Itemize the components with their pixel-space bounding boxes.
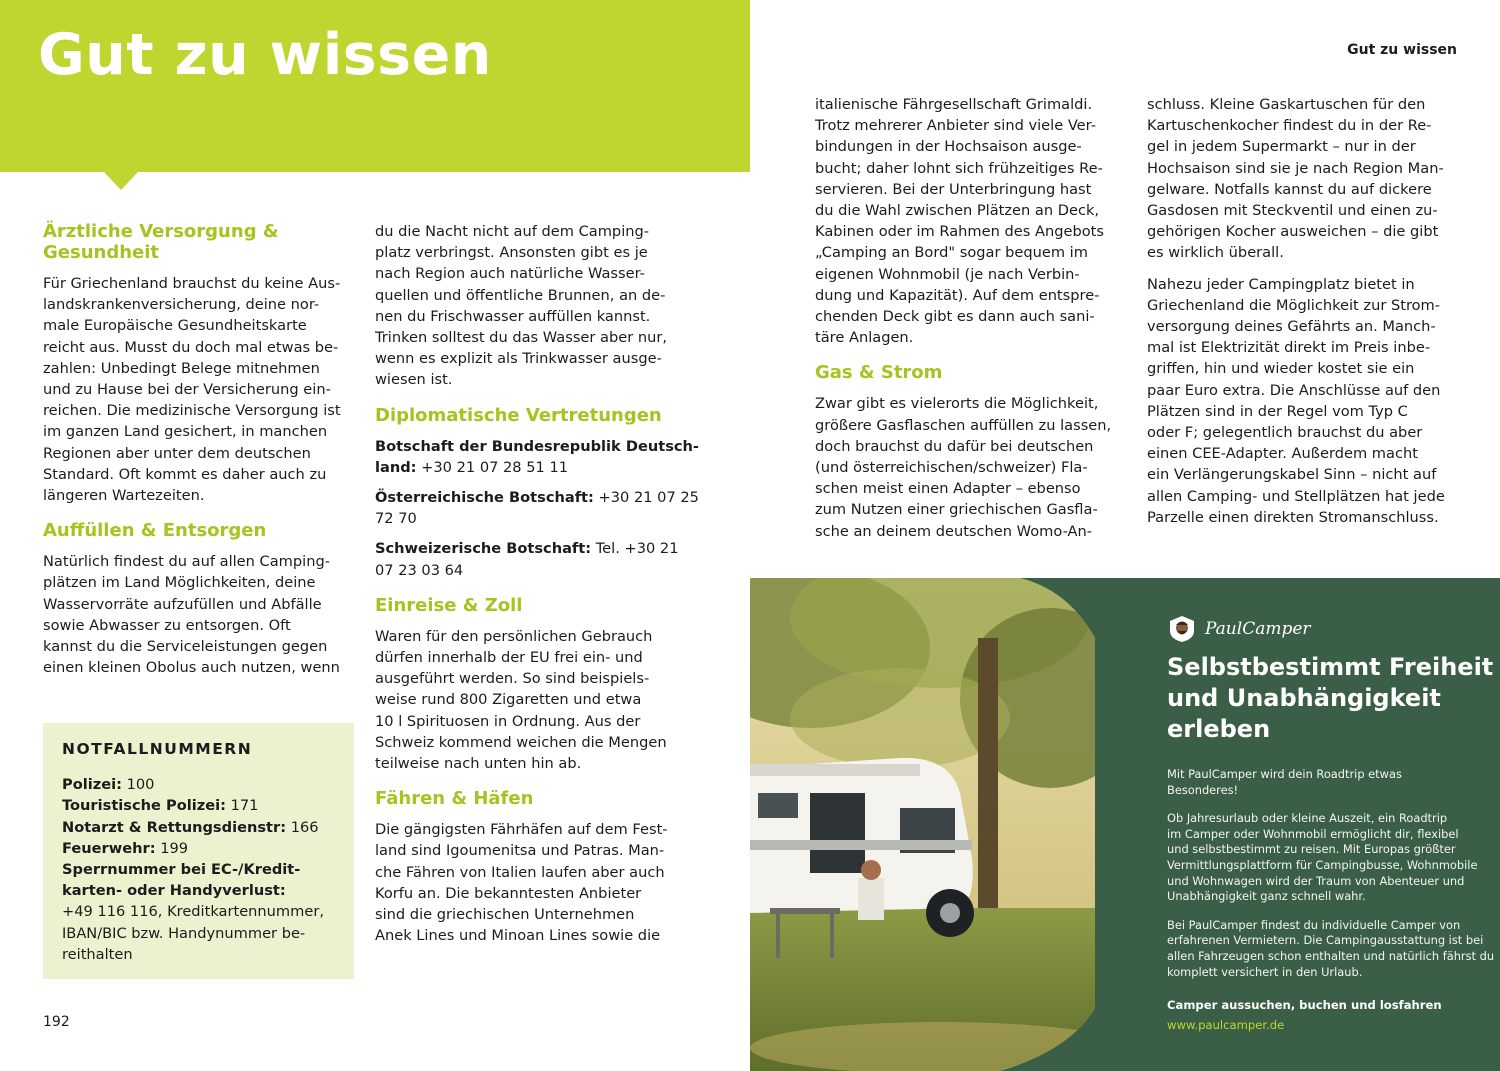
column-3 xyxy=(815,94,1133,552)
emergency-tourist-police: Touristische Polizei: 171 xyxy=(62,797,259,815)
heading-diplomatic: Diplomatische Vertretungen xyxy=(375,404,662,426)
emergency-police: Polizei: 100 xyxy=(62,776,155,794)
emergency-card-block: Sperrnummer bei EC-/Kredit- karten- oder Handyverlust: +49 116 116, Kreditkartennummer, IBAN/BIC bzw. Handynummer be- reithalten xyxy=(62,861,324,963)
ad-copy xyxy=(1167,614,1495,1033)
paragraph-medical: Für Griechenland brauchst du keine Aus- landskrankenversicherung, deine nor- male Europäische Gesundheitskarte reicht aus. Musst du doch mal etwas be- zahlen: Unbedingt Belege mitnehmen und zu Hause bei der Versicherung ein- reichen. Die medizinische Versorgung ist im ganzen Land gesichert, in manchen Regionen aber unter dem deutschen Standard. Oft kommt es daher auch zu längeren Wartezeiten. xyxy=(43,275,341,505)
page-number: 192 xyxy=(43,1014,70,1030)
paragraph-refill-cont: du die Nacht nicht auf dem Camping- platz verbringst. Ansonsten gibt es je nach Region auch natürliche Wasser- quellen und öffentliche Brunnen, an de- nen du Frischwasser auffüllen kannst. Trinken solltest du das Wasser aber nur, wenn es explizit als Trinkwasser ausge- wiesen ist. xyxy=(375,223,668,389)
heading-ferries: Fähren & Häfen xyxy=(375,788,534,810)
embassy-switzerland: Schweizerische Botschaft: Tel. +30 21 07 23 03 64 xyxy=(375,540,679,579)
column-2 xyxy=(375,221,699,956)
ad-website-link[interactable]: www.paulcamper.de xyxy=(1167,1018,1285,1033)
embassy-austria: Österreichische Botschaft: +30 21 07 25 72 70 xyxy=(375,489,699,528)
emergency-title: NOTFALLNUMMERN xyxy=(62,740,253,758)
column-1 xyxy=(43,221,361,688)
paragraph-power: Nahezu jeder Campingplatz bietet in Griechenland die Möglichkeit zur Strom- versorgung deines Gefährts an. Manch- mal ist Elektrizität direkt im Preis inbe- griffen, hin und wieder kostet sie ein paar Euro extra. Die Anschlüsse auf den Plätzen sind in der Regel vom Typ C oder F; gelegentlich brauchst du aber einen CEE-Adapter. Außerdem macht ein Verlängerungskabel Sinn – nicht auf allen Camping- und Stellplätzen hat jede Parzelle einen direkten Stromanschluss. xyxy=(1147,275,1445,526)
camper-photo xyxy=(750,578,1130,1071)
paragraph-gas-cont: schluss. Kleine Gaskartuschen für den Kartuschenkocher findest du in der Re- gel in jedem Supermarkt – nur in der Hochsaison sind sie je nach Region Man- gelware. Notfalls kannst du auf dickere Gasdosen mit Steckventil und einen zu- gehörigen Kocher ausweichen – die gibt es wirklich überall. xyxy=(1147,96,1444,262)
running-head: Gut zu wissen xyxy=(1347,42,1457,58)
ad-paragraph-2: Bei PaulCamper findest du individuelle Camper von erfahrenen Vermietern. Die Campingausstattung ist bei allen Fahrzeugen schon enthalten und natürlich fährst du komplett versichert in den Urlaub. xyxy=(1167,917,1495,979)
paragraph-ferries-cont: italienische Fährgesellschaft Grimaldi. Trotz mehrerer Anbieter sind viele Ver- bindungen in der Hochsaison ausge- bucht; daher lohnt sich frühzeitiges Re- servieren. Bei der Unterbringung hast du die Wahl zwischen Plätzen an Deck, Kabinen oder im Rahmen des Angebots „Camping an Bord" sogar bequem im eigenen Wohnmobil (je nach Verbin- dung und Kapazität). Auf dem entspre- chenden Deck gibt es dann auch sani- täre Anlagen. xyxy=(815,96,1104,347)
column-4 xyxy=(1147,94,1465,538)
ad-call-to-action: Camper aussuchen, buchen und losfahren xyxy=(1167,998,1442,1013)
heading-refill: Auffüllen & Entsorgen xyxy=(43,520,267,542)
heading-gas-power: Gas & Strom xyxy=(815,362,943,384)
paulcamper-logo xyxy=(1167,614,1467,644)
emergency-ambulance: Notarzt & Rettungsdienstr: 166 xyxy=(62,818,319,836)
ad-intro: Mit PaulCamper wird dein Roadtrip etwas Besonderes! xyxy=(1167,767,1402,797)
ad-brand-name: PaulCamper xyxy=(1205,619,1311,639)
paragraph-gas: Zwar gibt es vielerorts die Möglichkeit, größere Gasflaschen auffüllen zu lassen, doch brauchst du dafür bei deutschen (und österreichischen/schweizer) Fla- schen meist einen Adapter – ebenso zum Nutzen einer griechischen Gasfla- sche an deinem deutschen Womo-An- xyxy=(815,395,1112,540)
paulcamper-badge-icon xyxy=(1167,614,1197,644)
heading-medical: Ärztliche Versorgung & Gesundheit xyxy=(43,221,279,263)
ad-paragraph-1: Ob Jahresurlaub oder kleine Auszeit, ein Roadtrip im Camper oder Wohnmobil ermöglicht dir, flexibel und selbstbestimmt zu reisen. Mit Europas größter Vermittlungsplattform für Campingbusse, Wohnmobile und Wohnwagen wird der Traum von Abenteuer und Unabhängigkeit ganz schnell wahr. xyxy=(1167,811,1478,904)
embassy-germany: Botschaft der Bundesrepublik Deutsch- land: +30 21 07 28 51 11 xyxy=(375,437,699,476)
paulcamper-ad xyxy=(750,578,1500,1071)
header-notch xyxy=(104,172,138,190)
emergency-fire: Feuerwehr: 199 xyxy=(62,839,189,857)
paragraph-ferries: Die gängigsten Fährhäfen auf dem Fest- land sind Igoumenitsa und Patras. Man- che Fähren von Italien laufen aber auch Korfu an. Die bekanntesten Anbieter sind die griechischen Unternehmen Anek Lines und Minoan Lines sowie die xyxy=(375,821,668,945)
heading-entry-customs: Einreise & Zoll xyxy=(375,594,523,616)
paragraph-entry-customs: Waren für den persönlichen Gebrauch dürfen innerhalb der EU frei ein- und ausgeführt werden. So sind beispiels- weise rund 800 Zigaretten und etwa 10 l Spirituosen in Ordnung. Aus der Schweiz kommend weichen die Mengen teilweise nach unten hin ab. xyxy=(375,627,667,773)
paragraph-refill: Natürlich findest du auf allen Camping- plätzen im Land Möglichkeiten, deine Wasservorräte aufzufüllen und Abfälle sowie Abwasser zu entsorgen. Oft kannst du die Serviceleistungen gegen einen kleinen Obolus auch nutzen, wenn xyxy=(43,553,340,677)
ad-headline: Selbstbestimmt Freiheit und Unabhängigkeit erleben xyxy=(1167,653,1494,743)
page-title: Gut zu wissen xyxy=(38,22,492,88)
emergency-numbers-box xyxy=(43,723,354,979)
